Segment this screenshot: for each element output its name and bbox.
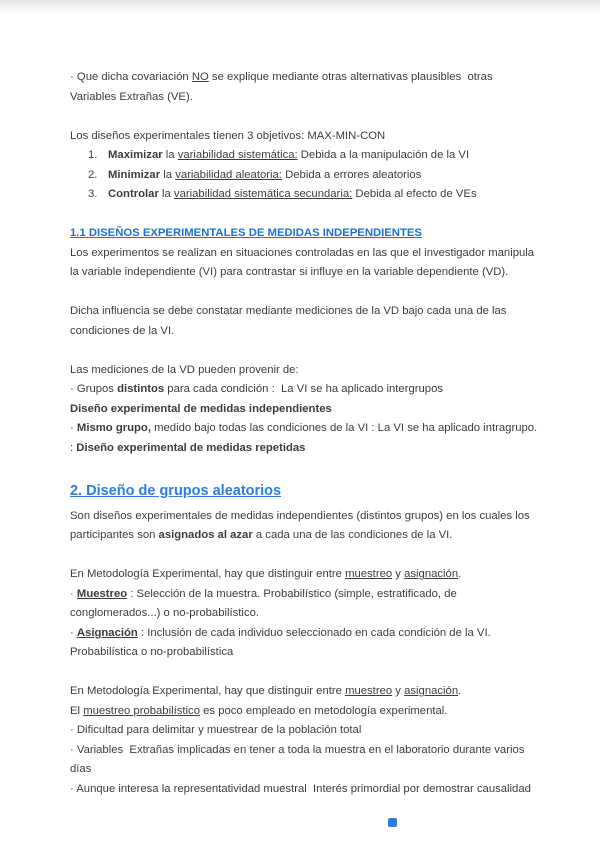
text-run: · Variables Extrañas implicadas en tener a toda la muestra en el laboratorio durante varios días: [70, 743, 528, 775]
text-run: 2. Diseño de grupos aleatorios: [70, 482, 282, 499]
text-run: variabilidad sistemática secundaria:: [173, 188, 353, 200]
paragraph: [70, 624, 538, 663]
paragraph: [70, 244, 538, 283]
text-run: a cada una de las condiciones de la VI.: [252, 529, 453, 541]
chapter-heading: [70, 480, 538, 502]
paragraph: [70, 361, 538, 381]
text-run: En Metodología Experimental, hay que distinguir entre: [70, 685, 346, 697]
text-run: Maximizar: [108, 149, 163, 161]
text-run: ·: [70, 626, 77, 639]
text-run: En Metodología Experimental, hay que distinguir entre: [70, 568, 346, 580]
text-run: la: [162, 149, 178, 161]
text-run: y: [392, 568, 405, 580]
text-run: Mismo grupo,: [76, 422, 151, 434]
blank-line: [70, 663, 538, 683]
text-run: Diseño experimental de medidas repetidas: [76, 441, 306, 454]
text-run: Minimizar: [108, 168, 161, 181]
paragraph: [70, 780, 538, 800]
paragraph: [70, 682, 538, 702]
paragraph: [70, 380, 538, 400]
text-run: distintos: [117, 383, 165, 395]
text-run: NO: [191, 71, 209, 83]
text-run: · Grupos: [70, 383, 118, 395]
text-run: Debida a la manipulación de la VI: [297, 149, 470, 161]
text-run: .: [458, 685, 462, 697]
paragraph: [70, 585, 538, 624]
text-run: : Inclusión de cada individuo seleccionado en cada condición de la VI. Probabilística o no-probabilística: [70, 626, 498, 658]
text-run: muestreo: [345, 685, 393, 697]
list-item: [70, 185, 538, 205]
text-run: medido bajo todas las condiciones de la VI : La VI se ha aplicado intragrupo. :: [70, 422, 541, 454]
text-run: muestreo: [345, 568, 393, 580]
text-run: Muestreo: [76, 587, 128, 600]
text-run: Son diseños experimentales de medidas independientes (distintos grupos) en los cuales los participantes son: [70, 509, 533, 541]
text-run: ·: [70, 422, 77, 434]
paragraph: [70, 507, 538, 546]
text-run: ·: [70, 587, 77, 600]
list-number: 3.: [88, 188, 98, 200]
paragraph: [70, 302, 538, 341]
text-run: Dicha influencia se debe constatar mediante mediciones de la VD bajo cada una de las condiciones de la VI.: [70, 305, 510, 337]
text-run: la: [158, 188, 174, 200]
paragraph: [70, 565, 538, 585]
blank-line: [70, 341, 538, 361]
text-run: El: [70, 704, 84, 717]
text-run: se explique mediante otras alternativas plausibles otras Variables Extrañas (VE).: [70, 71, 496, 103]
list-item: [70, 166, 538, 186]
paragraph: [70, 741, 538, 780]
list-number: 2.: [88, 168, 98, 181]
blank-line: [70, 205, 538, 225]
text-run: para cada condición : La VI se ha aplicado intergrupos: [164, 383, 444, 395]
paragraph: [70, 68, 538, 107]
brand-logo-icon: [388, 818, 397, 827]
text-run: Debida al efecto de VEs: [352, 188, 477, 200]
text-run: variabilidad aleatoria:: [175, 168, 282, 181]
text-run: Asignación: [76, 626, 138, 639]
text-run: · Aunque interesa la representatividad muestral Interés primordial por demostrar causalidad: [70, 782, 531, 795]
paragraph: [70, 702, 538, 722]
text-run: · Dificultad para delimitar y muestrear de la población total: [70, 724, 362, 736]
text-run: la: [160, 168, 176, 181]
text-run: Los diseños experimentales tienen 3 objetivos: MAX-MIN-CON: [70, 129, 386, 142]
text-run: Los experimentos se realizan en situaciones controladas en las que el investigador manipula la variable independiente (VI) para contrastar si influye en la variable dependiente (VD).: [70, 246, 538, 278]
text-run: muestreo probabilístico: [83, 704, 200, 717]
paragraph: [70, 721, 538, 741]
blank-line: [70, 546, 538, 566]
text-run: asignación: [404, 568, 459, 580]
text-run: asignados al azar: [158, 529, 253, 541]
paragraph: [70, 400, 538, 420]
section-heading: [70, 224, 538, 244]
text-run: 1.1 DISEÑOS EXPERIMENTALES DE MEDIDAS INDEPENDIENTES: [70, 227, 422, 239]
text-run: Diseño experimental de medidas independientes: [70, 402, 332, 415]
text-run: Controlar: [108, 188, 159, 200]
text-run: Debida a errores aleatorios: [281, 168, 422, 181]
list-number: 1.: [88, 149, 98, 161]
text-run: y: [392, 685, 405, 697]
blank-line: [70, 458, 538, 478]
text-run: : Selección de la muestra. Probabilístico (simple, estratificado, de conglomerados...) o no-probabilístico.: [70, 587, 460, 619]
page-top-shadow: [0, 0, 600, 16]
text-run: · Que dicha covariación: [70, 71, 192, 83]
document-page-content: [70, 68, 541, 799]
paragraph: [70, 127, 538, 147]
text-run: es poco empleado en metodología experimental.: [199, 704, 448, 717]
paragraph: [70, 419, 541, 458]
list-item: [70, 146, 538, 166]
text-run: .: [458, 568, 462, 580]
text-run: Las mediciones de la VD pueden provenir de:: [70, 363, 299, 376]
text-run: asignación: [404, 685, 459, 697]
blank-line: [70, 107, 538, 127]
blank-line: [70, 283, 538, 303]
text-run: variabilidad sistemática:: [177, 149, 298, 161]
